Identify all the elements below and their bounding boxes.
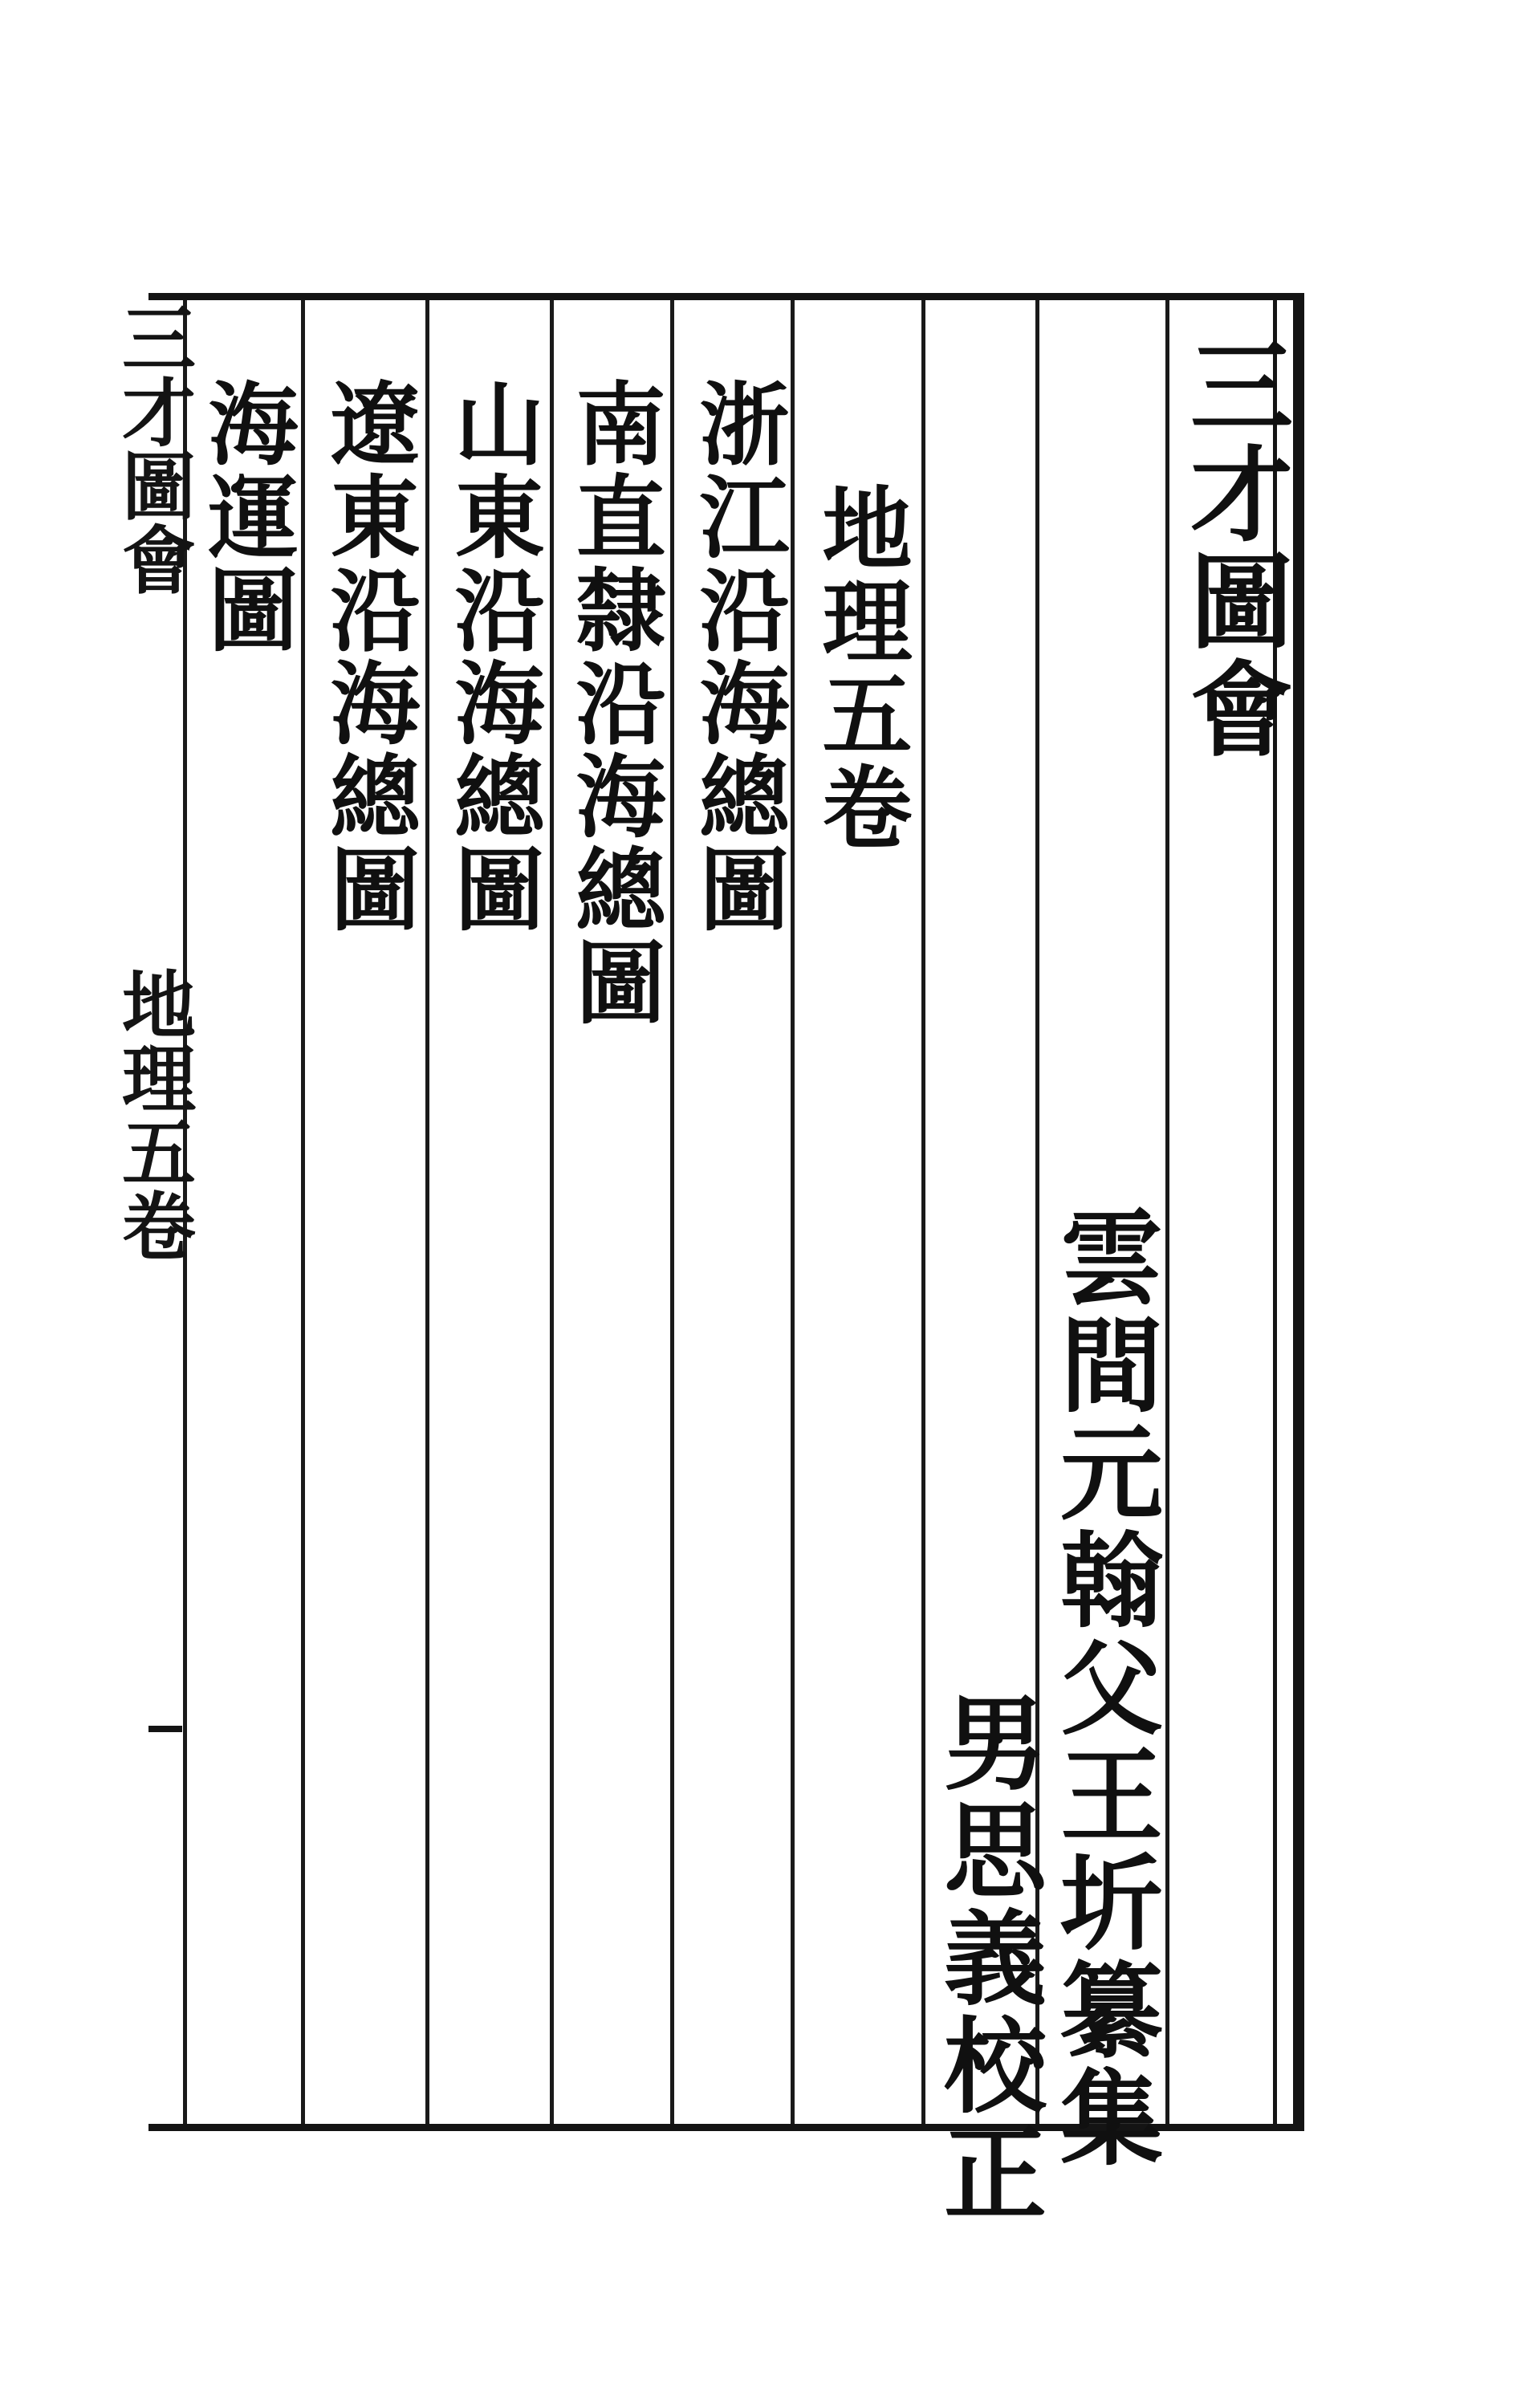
- compiler-credit: 雲間元翰父王圻纂集: [1043, 1204, 1163, 2172]
- toc-entry: 浙江沿海總圖: [685, 377, 790, 936]
- toc-entry: 遼東沿海總圖: [315, 377, 421, 936]
- column-rule: [550, 300, 554, 2124]
- column-rule: [425, 300, 429, 2124]
- column-rule: [921, 300, 925, 2124]
- fold-title: 三才圖會: [110, 300, 197, 596]
- book-title: 三才圖會: [1173, 333, 1293, 763]
- fold-page-number: [148, 1726, 182, 1732]
- section-title: 地理五卷: [807, 482, 913, 854]
- toc-entry: 南直隸沿海總圖: [561, 377, 666, 1029]
- column-rule: [791, 300, 795, 2124]
- fold-section: 地理五卷: [110, 966, 197, 1262]
- collator-credit: 男思義校正: [926, 1690, 1047, 2227]
- fold-strip: [110, 300, 197, 2124]
- toc-entry: 山東沿海總圖: [440, 377, 545, 936]
- column-rule: [1165, 300, 1169, 2124]
- toc-entry: 海運圖: [193, 377, 299, 657]
- column-rule: [670, 300, 674, 2124]
- column-rule: [301, 300, 305, 2124]
